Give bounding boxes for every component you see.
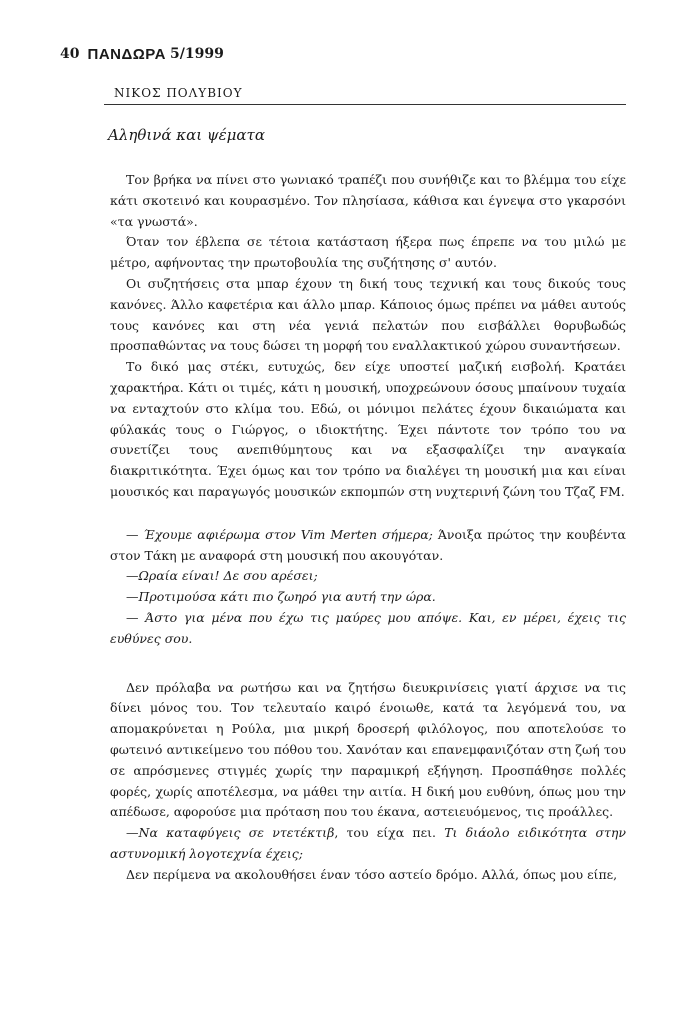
dialogue-line: —Ωραία είναι! Δε σου αρέσει; bbox=[126, 568, 318, 584]
dialogue-line bbox=[110, 823, 626, 865]
magazine-logo: ΠΑΝΔΩΡΑ bbox=[87, 45, 167, 63]
paragraph: Δεν πρόλαβα να ρωτήσω και να ζητήσω διευκρινίσεις γιατί άρχισε να τις δίνει μόνος του. Τον τελευταίο καιρό ένοιωθε, κατά τα λεγόμενά του, να απομακρύνεται η Ρούλα, μια μικρή δροσερή φιλόλογος, που αποτελούσε το φωτεινό αντικείμενο του πόθου του. Χανόταν και επανεμφανιζόταν στη ζωή του σε απρόσμενες στιγμές χωρίς την παραμικρή εξήγηση. Προσπάθησε πολλές φορές, χωρίς αποτέλεσμα, να μάθει την αιτία. Η δική μου ευθύνη, όπως μου την απέδωσε, αφορούσε μια πρόταση που του έκανα, αστειευόμενος, τις προάλλες. bbox=[110, 679, 626, 820]
paragraph: Όταν τον έβλεπα σε τέτοια κατάσταση ήξερα πως έπρεπε να του μιλώ με μέτρο, αφήνοντας την πρωτοβουλία της συζήτησης σ' αυτόν. bbox=[110, 234, 626, 271]
section-gap bbox=[110, 503, 626, 525]
header-divider bbox=[104, 104, 626, 105]
paragraph: Το δικό μας στέκι, ευτυχώς, δεν είχε υποστεί μαζική εισβολή. Κρατάει χαρακτήρα. Κάτι οι τιμές, κάτι η μουσική, υποχρεώνουν όσους μπαίνουν τυχαία να ενταχτούν στο κλίμα του. Εδώ, οι μόνιμοι πελάτες έχουν δικαιώματα και φύλακάς τους ο Γιώργος, ο ιδιοκτήτης. Έχει πάντοτε τον τρόπο του να συνετίζει τους ανεπιθύμητους και να εξασφαλίζει την αναγκαία διακριτικότητα. Έχει όμως και τον τρόπο να διαλέγει τη μουσική μια και είναι μουσικός και παραγωγός μουσικών εκπομπών στη νυχτερινή ζώνη του Τζαζ FM. bbox=[110, 359, 626, 499]
paragraph: Δεν περίμενα να ακολουθήσει έναν τόσο αστείο δρόμο. Αλλά, όπως μου είπε, bbox=[126, 866, 618, 882]
dialogue-italic: — Έχουμε αφιέρωμα στον Vim Merten σήμερα; bbox=[126, 526, 433, 542]
issue-number: 5/1999 bbox=[170, 46, 224, 62]
paragraph: Οι συζητήσεις στα μπαρ έχουν τη δική τους τεχνική και τους δικούς τους κανόνες. Άλλο καφετέρια και άλλο μπαρ. Κάποιος όμως πρέπει να μάθει αυτούς τους κανόνες και στη νέα γενιά πελατών που εισβάλλει θορυβωδώς προσπαθώντας να τους δώσει τη μορφή του εναλλακτικού χώρου συναντήσεων. bbox=[110, 275, 626, 354]
dialogue-italic: Τι διάολο ειδικότητα στην αστυνομική λογοτεχνία έχεις; bbox=[110, 825, 626, 861]
running-header bbox=[60, 44, 224, 64]
dialogue-narration: Άνοιξα πρώτος την κουβέντα στον Τάκη με αναφορά στη μουσική που ακουγόταν. bbox=[110, 526, 626, 563]
story-body bbox=[110, 170, 626, 886]
story-title: Αληθινά και ψέματα bbox=[108, 126, 265, 144]
dialogue-line bbox=[110, 525, 626, 567]
dialogue-narration: , του είχα πει. bbox=[334, 825, 445, 841]
dialogue-line: —Προτιμούσα κάτι πιο ζωηρό για αυτή την ώρα. bbox=[126, 589, 436, 605]
author-name: ΝΙΚΟΣ ΠΟΛΥΒΙΟΥ bbox=[114, 86, 243, 100]
dialogue-line: — Άστο για μένα που έχω τις μαύρες μου απόψε. Και, εν μέρει, έχεις τις ευθύνες σου. bbox=[110, 609, 626, 646]
paragraph: Τον βρήκα να πίνει στο γωνιακό τραπέζι που συνήθιζε και το βλέμμα του είχε κάτι σκοτεινό και κουρασμένο. Τον πλησίασα, κάθισα και έγνεψα στο γκαρσόνι «τα γνωστά». bbox=[110, 172, 626, 229]
dialogue-italic: —Να καταφύγεις σε ντετέκτιβ bbox=[126, 825, 335, 841]
section-gap bbox=[110, 650, 626, 678]
page-number: 40 bbox=[60, 46, 80, 62]
